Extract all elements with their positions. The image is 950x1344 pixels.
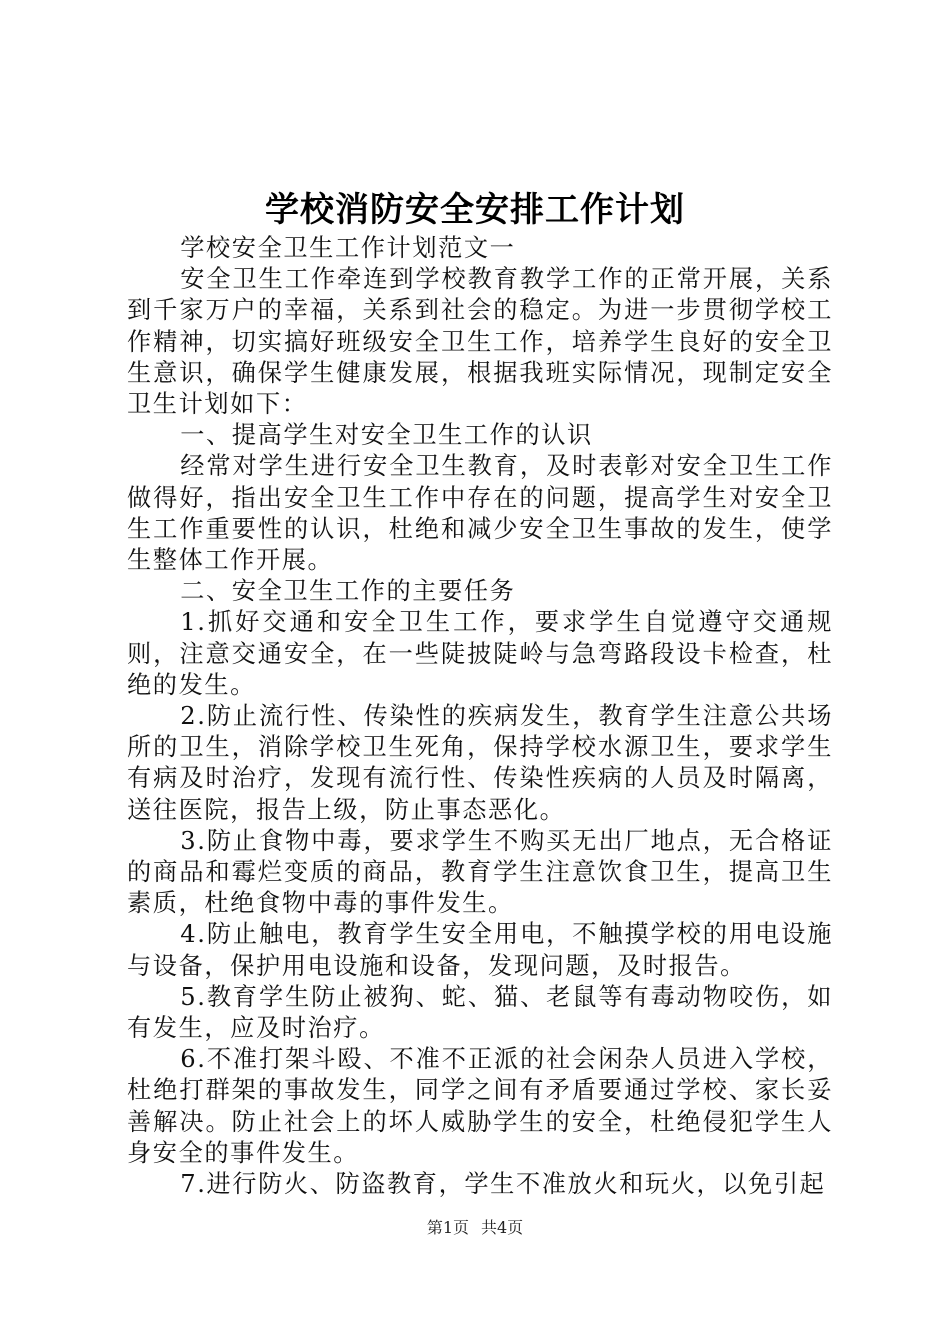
list-item-6: 6.不准打架斗殴、不准不正派的社会闲杂人员进入学校，杜绝打群架的事故发生，同学之间有矛盾要通过学校、家长妥善解决。防止社会上的坏人威胁学生的安全，杜绝侵犯学生人身安全的事件发生。 <box>127 1045 833 1167</box>
list-item-5: 5.教育学生防止被狗、蛇、猫、老鼠等有毒动物咬伤，如有发生，应及时治疗。 <box>127 982 833 1043</box>
document-title: 学校消防安全安排工作计划 <box>265 190 685 230</box>
page-total: 共4页 <box>481 1218 524 1237</box>
paragraph-subtitle: 学校安全卫生工作计划范文一 <box>180 234 516 262</box>
section-heading-2: 二、安全卫生工作的主要任务 <box>180 577 516 606</box>
list-item-7: 7.进行防火、防盗教育，学生不准放火和玩火，以免引起 <box>180 1170 826 1199</box>
paragraph-section-1: 经常对学生进行安全卫生教育，及时表彰对安全卫生工作做得好，指出安全卫生工作中存在的问题，提高学生对安全卫生工作重要性的认识，杜绝和减少安全卫生事故的发生，使学生整体工作开展。 <box>127 452 833 575</box>
document-body <box>127 233 833 1200</box>
list-item-3: 3.防止食物中毒，要求学生不购买无出厂地点，无合格证的商品和霉烂变质的商品，教育学生注意饮食卫生，提高卫生素质，杜绝食物中毒的事件发生。 <box>127 826 833 918</box>
list-item-4: 4.防止触电，教育学生安全用电，不触摸学校的用电设施与设备，保护用电设施和设备，发现问题，及时报告。 <box>127 920 833 980</box>
page-number: 第1页 <box>426 1218 469 1237</box>
list-item-2: 2.防止流行性、传染性的疾病发生，教育学生注意公共场所的卫生，消除学校卫生死角，保持学校水源卫生，要求学生有病及时治疗，发现有流行性、传染性疾病的人员及时隔离，送往医院，报告上级，防止事态恶化。 <box>127 702 833 824</box>
page-footer <box>0 1217 950 1239</box>
section-heading-1: 一、提高学生对安全卫生工作的认识 <box>180 421 593 450</box>
list-item-1: 1.抓好交通和安全卫生工作，要求学生自觉遵守交通规则，注意交通安全，在一些陡披陡岭与急弯路段设卡检查，杜绝的发生。 <box>127 608 833 699</box>
paragraph-intro: 安全卫生工作牵连到学校教育教学工作的正常开展，关系到千家万户的幸福，关系到社会的稳定。为进一步贯彻学校工作精神，切实搞好班级安全卫生工作，培养学生良好的安全卫生意识，确保学生健康发展，根据我班实际情况，现制定安全卫生计划如下： <box>127 265 833 419</box>
